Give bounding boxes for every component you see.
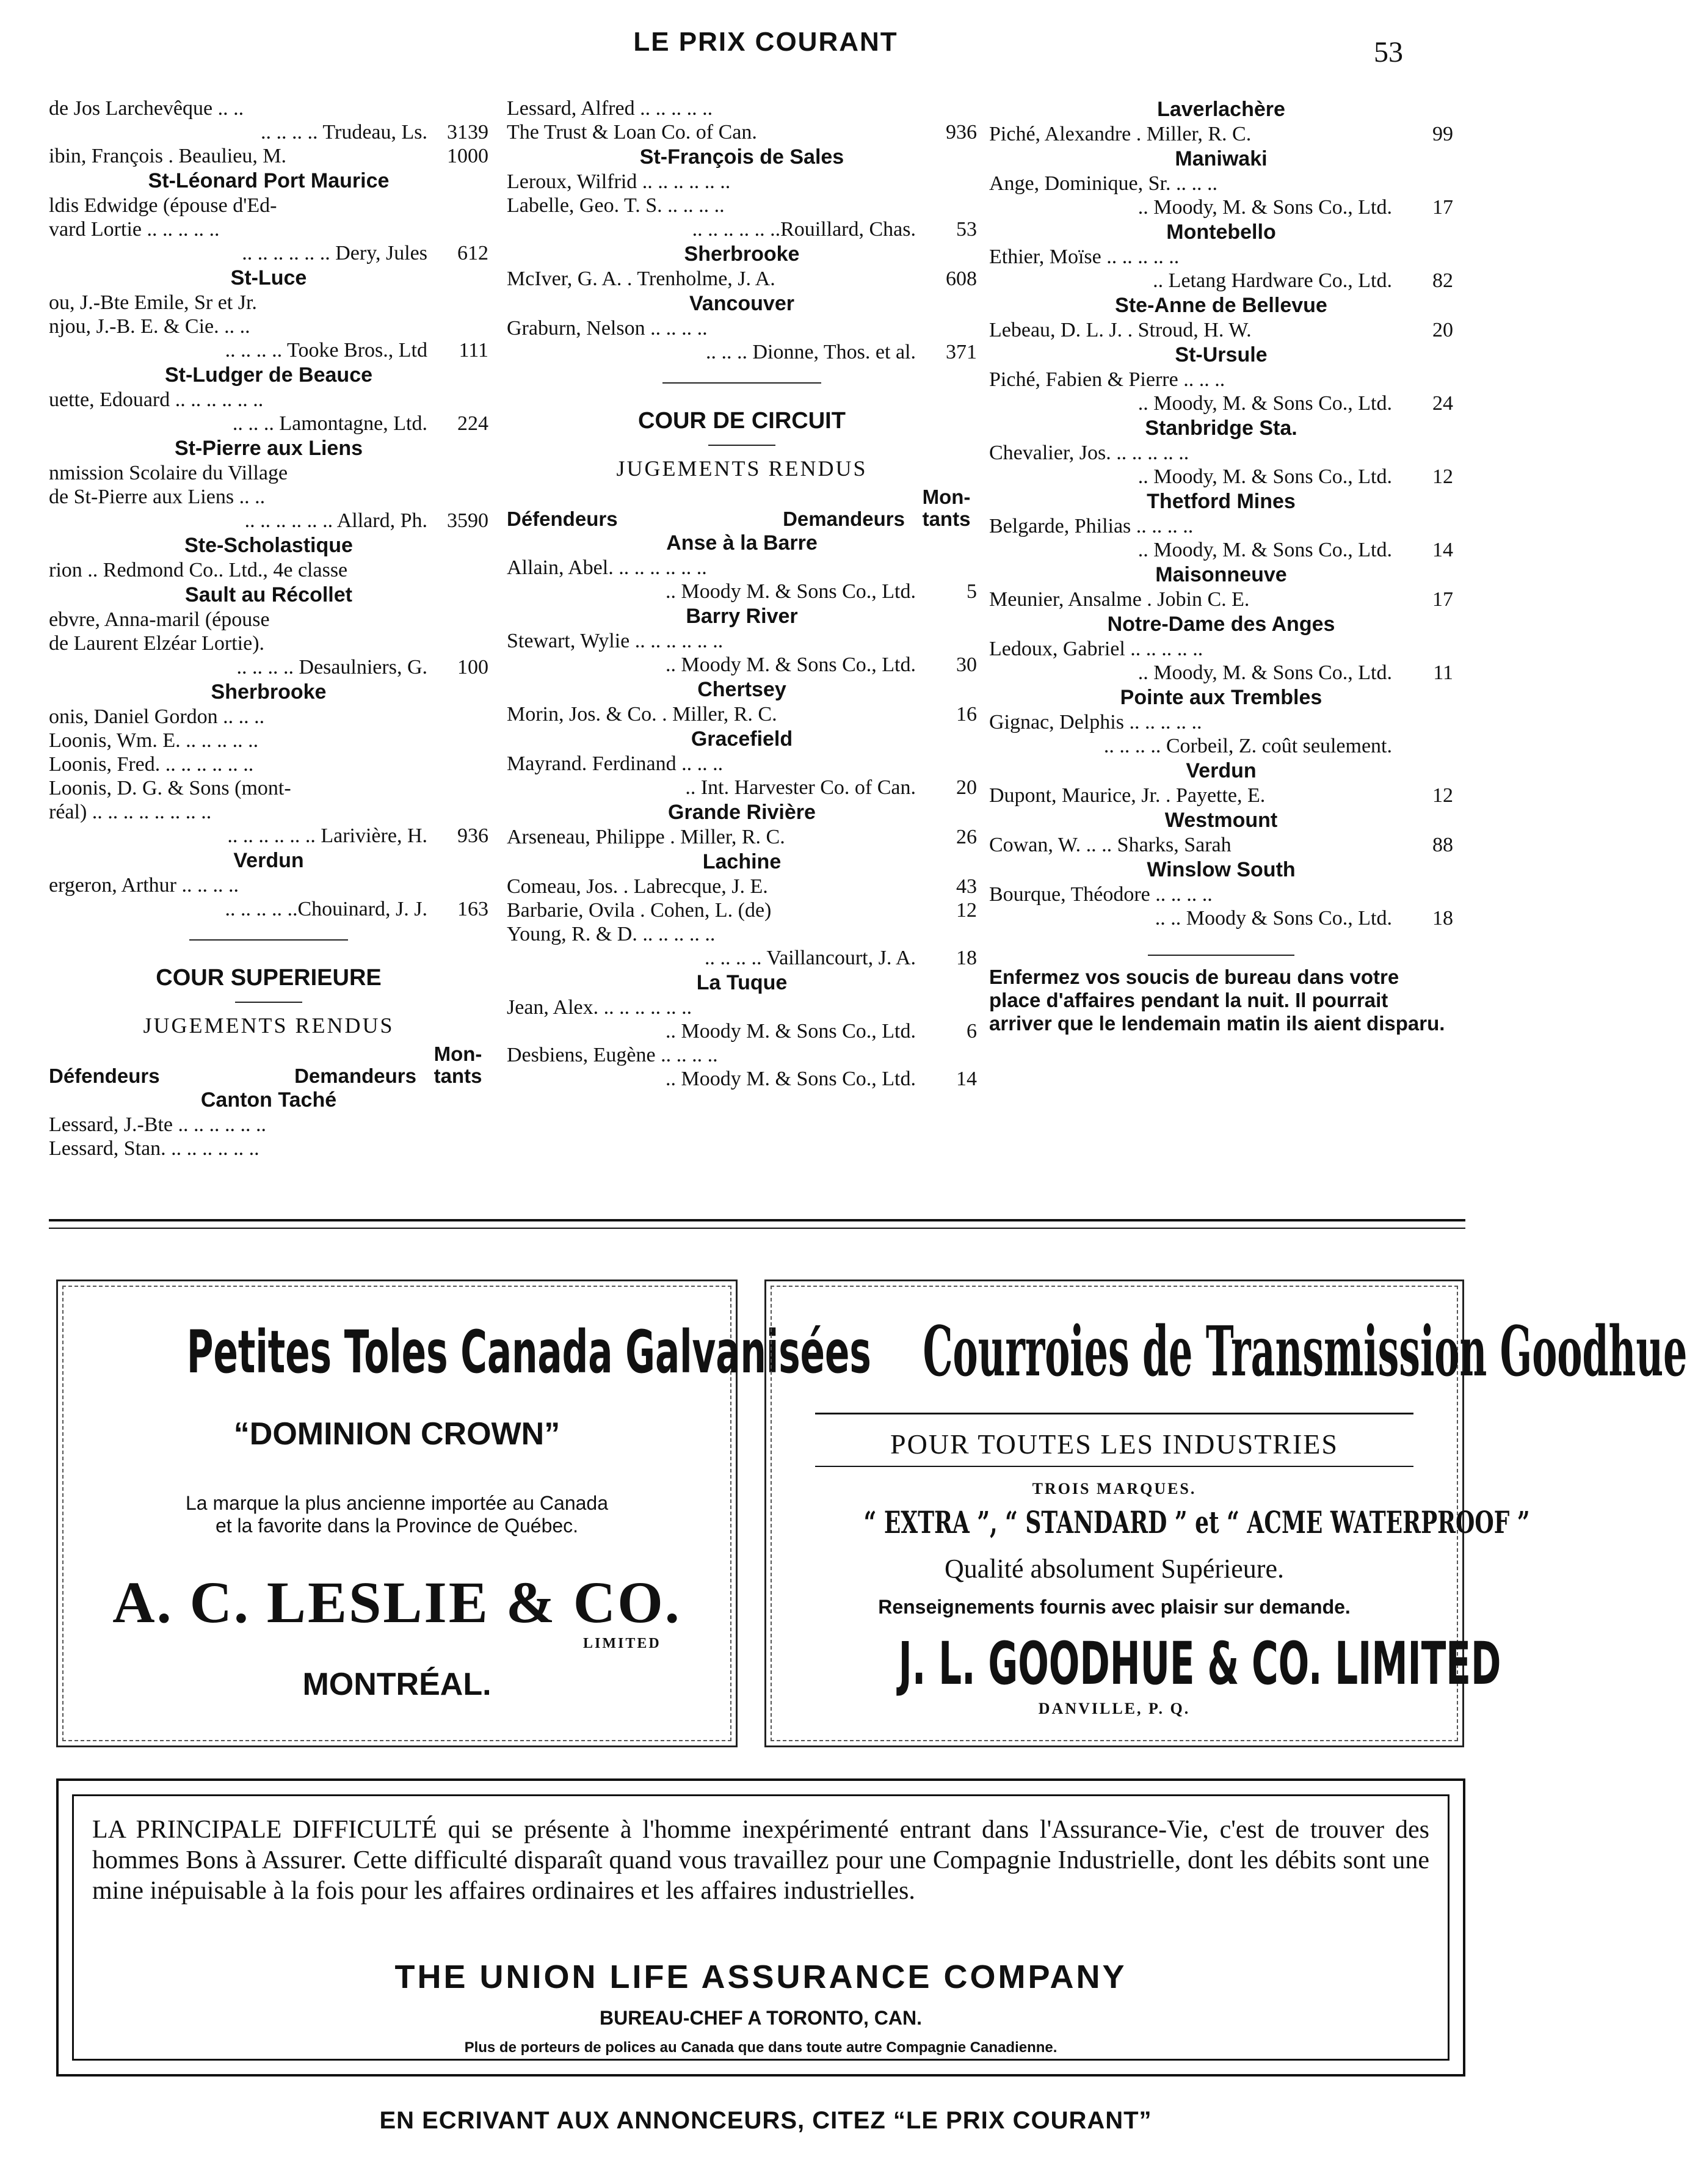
entry-block: [507, 825, 977, 849]
column-headers: [507, 486, 977, 530]
entry-amount: 17: [1432, 196, 1453, 219]
entry-text: Ledoux, Gabriel .. .. .. .. ..: [989, 638, 1203, 660]
entry-block: [507, 875, 977, 970]
entry-text: rion .. Redmond Co.. Ltd., 4e classe: [49, 559, 348, 581]
entry-amount: 612: [457, 242, 488, 264]
entry-row: [507, 96, 977, 120]
place-heading: Anse à la Barre: [666, 531, 818, 555]
entry-block: [507, 556, 977, 603]
place-heading: Montebello: [1166, 220, 1276, 244]
entry-row: [989, 906, 1453, 930]
ad-union-life: [56, 1778, 1465, 2077]
ad-union-life-inner: [72, 1794, 1449, 2061]
entry-text: Comeau, Jos. . Labrecque, J. E.: [507, 875, 768, 898]
entry-amount: 608: [946, 268, 977, 290]
entry-amount: 12: [956, 899, 977, 922]
entry-text: Lessard, Alfred .. .. .. .. ..: [507, 97, 713, 120]
entry-row: [49, 509, 488, 533]
entry-row: [989, 441, 1453, 465]
entry-row: [507, 1019, 977, 1043]
entry-text: Chevalier, Jos. .. .. .. .. ..: [989, 442, 1189, 464]
entry-row: [49, 897, 488, 921]
entry-text: nmission Scolaire du Village: [49, 462, 288, 484]
entry-text: .. Moody, M. & Sons Co., Ltd.: [1137, 661, 1392, 684]
entry-text: uette, Edouard .. .. .. .. .. ..: [49, 388, 264, 411]
entry-block: [507, 752, 977, 799]
entry-row: [989, 588, 1453, 611]
ad-union-life-tagline: Plus de porteurs de polices au Canada que dans toute autre Compagnie Canadienne.: [464, 2039, 1058, 2056]
entry-row: [49, 241, 488, 265]
place-heading: St-Ludger de Beauce: [164, 363, 373, 387]
entry-row: [49, 608, 488, 632]
column-1: [49, 96, 488, 1160]
entry-block: [507, 267, 977, 291]
place-heading: Verdun: [233, 849, 304, 872]
entry-text: Graburn, Nelson .. .. .. ..: [507, 317, 708, 340]
place-heading: Notre-Dame des Anges: [1107, 613, 1335, 636]
entry-row: [989, 514, 1453, 538]
entry-row: [989, 368, 1453, 391]
entry-amount: 18: [956, 947, 977, 969]
entry-text: Lessard, Stan. .. .. .. .. .. ..: [49, 1137, 259, 1160]
entry-block: [989, 318, 1453, 342]
place-heading: Barry River: [686, 605, 798, 628]
entry-amount: 3590: [447, 509, 488, 532]
entry-block: [989, 172, 1453, 219]
entry-row: [49, 120, 488, 144]
judgments-subtitle: JUGEMENTS RENDUS: [143, 1013, 394, 1038]
entry-row: [507, 316, 977, 340]
entry-text: Meunier, Ansalme . Jobin C. E.: [989, 588, 1250, 611]
place-heading: Gracefield: [691, 727, 793, 751]
entry-row: [507, 875, 977, 898]
entry-text: ou, J.-Bte Emile, Sr et Jr.: [49, 291, 257, 314]
entry-text: Piché, Fabien & Pierre .. .. ..: [989, 368, 1225, 391]
entry-row: [989, 465, 1453, 489]
entry-text: .. .. .. .. .. .. Dery, Jules: [242, 242, 427, 264]
entry-row: [49, 558, 488, 582]
entry-row: [49, 461, 488, 485]
ad-leslie-desc-1: La marque la plus ancienne importée au Canada: [185, 1492, 608, 1514]
entry-row: [507, 194, 977, 217]
entry-row: [49, 729, 488, 752]
entry-amount: 111: [459, 339, 488, 362]
entry-text: Mayrand. Ferdinand .. .. ..: [507, 752, 724, 775]
entry-row: [989, 245, 1453, 269]
entry-amount: 224: [457, 412, 488, 435]
entry-text: vard Lortie .. .. .. .. ..: [49, 218, 220, 241]
ad-union-life-hq: BUREAU-CHEF A TORONTO, CAN.: [600, 2007, 922, 2029]
place-heading: Lachine: [702, 850, 782, 873]
entry-text: .. Moody, M. & Sons Co., Ltd.: [1137, 539, 1392, 561]
entry-text: Cowan, W. .. .. Sharks, Sarah: [989, 834, 1232, 856]
ad-goodhue-subtitle: POUR TOUTES LES INDUSTRIES: [890, 1429, 1338, 1460]
entry-row: [507, 946, 977, 970]
entry-text: ldis Edwidge (épouse d'Ed-: [49, 194, 277, 217]
entry-row: [507, 776, 977, 799]
column-headers: [49, 1043, 488, 1087]
ad-leslie-title: Petites Toles Canada Galvanisées: [186, 1318, 871, 1386]
entry-block: [989, 368, 1453, 415]
entry-block: [49, 194, 488, 265]
place-heading: Pointe aux Trembles: [1120, 686, 1322, 709]
entry-block: [49, 96, 488, 168]
ad-goodhue-brands: “ EXTRA ”, “ STANDARD ” et “ ACME WATERPROOF ”: [863, 1504, 1530, 1540]
entry-block: [989, 441, 1453, 489]
entry-text: ibin, François . Beaulieu, M.: [49, 145, 287, 167]
ad-goodhue-title: Courroies de Transmission Goodhue: [923, 1312, 1687, 1392]
entry-text: Stewart, Wylie .. .. .. .. .. ..: [507, 630, 724, 652]
entry-text: Lebeau, D. L. J. . Stroud, H. W.: [989, 319, 1252, 341]
entry-text: ebvre, Anna-maril (épouse: [49, 608, 270, 631]
entry-row: [507, 1067, 977, 1091]
entry-text: onis, Daniel Gordon .. .. ..: [49, 705, 265, 728]
entry-text: Ethier, Moïse .. .. .. .. ..: [989, 246, 1180, 268]
page-footer: EN ECRIVANT AUX ANNONCEURS, CITEZ “LE PRIX COURANT”: [379, 2107, 1152, 2134]
entry-text: .. Moody, M. & Sons Co., Ltd.: [1137, 465, 1392, 488]
amounts-header: Mon- tants: [922, 486, 971, 530]
entry-text: Piché, Alexandre . Miller, R. C.: [989, 123, 1252, 145]
ad-union-life-company: THE UNION LIFE ASSURANCE COMPANY: [394, 1959, 1127, 1995]
entry-row: [989, 122, 1453, 146]
entry-text: Loonis, Wm. E. .. .. .. .. ..: [49, 729, 259, 752]
entry-amount: 11: [1433, 661, 1453, 684]
entry-row: [49, 776, 488, 800]
place-heading: St-Luce: [230, 266, 307, 289]
ad-leslie: [56, 1279, 871, 1747]
entry-text: Loonis, D. G. & Sons (mont-: [49, 777, 291, 799]
entry-row: [49, 752, 488, 776]
ad-goodhue-company: J. L. GOODHUE & CO. LIMITED: [898, 1629, 1501, 1698]
section-divider: [1148, 955, 1294, 956]
entry-block: [507, 996, 977, 1091]
entry-block: [49, 388, 488, 435]
entry-text: .. Moody M. & Sons Co., Ltd.: [666, 580, 916, 603]
place-heading: Winslow South: [1147, 858, 1296, 881]
entry-row: [507, 898, 977, 922]
entry-text: .. .. .. .. Desaulniers, G.: [236, 656, 427, 679]
plaintiffs-header: Demandeurs: [783, 508, 905, 530]
entry-amount: 1000: [447, 145, 488, 167]
entry-row: [507, 556, 977, 580]
entry-row: [49, 338, 488, 362]
entry-amount: 163: [457, 898, 488, 920]
entry-block: [507, 629, 977, 677]
entry-row: [989, 538, 1453, 562]
entry-text: .. .. .. .. Vaillancourt, J. A.: [705, 947, 916, 969]
entry-block: [989, 245, 1453, 293]
short-divider: [235, 1002, 302, 1003]
place-heading: Sault au Récollet: [185, 583, 352, 606]
entry-row: [989, 269, 1453, 293]
entry-row: [49, 291, 488, 315]
place-heading: St-Ursule: [1175, 343, 1268, 366]
double-rule-top: [49, 1219, 1465, 1221]
entry-text: Ange, Dominique, Sr. .. .. ..: [989, 172, 1217, 195]
place-heading: Grande Rivière: [668, 801, 816, 824]
entry-row: [989, 734, 1453, 758]
amounts-header: Mon- tants: [434, 1043, 482, 1087]
entry-block: [989, 710, 1453, 758]
place-heading: Thetford Mines: [1147, 490, 1296, 513]
ad-goodhue-info: Renseignements fournis avec plaisir sur demande.: [878, 1596, 1351, 1618]
ad-goodhue-rule-2: [815, 1466, 1413, 1467]
entry-row: [49, 1113, 488, 1137]
entry-block: [49, 461, 488, 533]
entry-amount: 26: [956, 826, 977, 848]
entry-text: Dupont, Maurice, Jr. . Payette, E.: [989, 784, 1266, 807]
entry-amount: 24: [1432, 392, 1453, 415]
entry-text: .. .. .. .. .. .. Allard, Ph.: [244, 509, 427, 532]
entry-amount: 16: [956, 703, 977, 726]
entry-amount: 6: [967, 1020, 977, 1043]
entry-row: [49, 705, 488, 729]
entry-text: .. .. .. .. ..Chouinard, J. J.: [225, 898, 427, 920]
ad-goodhue-rule: [815, 1413, 1413, 1414]
ad-leslie-limited: LIMITED: [583, 1636, 661, 1651]
entry-block: [989, 122, 1453, 146]
entry-text: Leroux, Wilfrid .. .. .. .. .. ..: [507, 170, 731, 193]
entry-block: [989, 883, 1453, 930]
ad-leslie-brand: “DOMINION CROWN”: [233, 1416, 561, 1452]
section-divider: [662, 382, 821, 384]
entry-row: [49, 412, 488, 435]
entry-row: [49, 1137, 488, 1160]
entry-amount: 20: [1432, 319, 1453, 341]
entry-row: [49, 217, 488, 241]
place-heading: Maniwaki: [1175, 147, 1268, 170]
defendants-header: Défendeurs: [507, 508, 618, 530]
entry-text: .. .. .. .. Corbeil, Z. coût seulement.: [1103, 735, 1392, 757]
entry-amount: 936: [457, 824, 488, 847]
entry-text: .. Int. Harvester Co. of Can.: [685, 776, 916, 799]
entry-block: [49, 291, 488, 362]
entry-text: Loonis, Fred. .. .. .. .. .. ..: [49, 753, 254, 776]
entry-amount: 82: [1432, 269, 1453, 292]
place-heading: Maisonneuve: [1155, 563, 1287, 586]
entry-amount: 99: [1432, 123, 1453, 145]
entry-row: [507, 752, 977, 776]
column-2: [507, 96, 977, 1091]
defendants-header: Défendeurs: [49, 1065, 160, 1087]
page-number: 53: [1374, 36, 1403, 68]
entry-row: [49, 144, 488, 168]
entry-text: McIver, G. A. . Trenholme, J. A.: [507, 268, 775, 290]
entry-block: [49, 705, 488, 848]
entry-text: .. .. Moody & Sons Co., Ltd.: [1155, 907, 1392, 930]
entry-row: [989, 195, 1453, 219]
entry-text: .. .. .. .. .. .. Larivière, H.: [227, 824, 427, 847]
entry-text: Jean, Alex. .. .. .. .. .. ..: [507, 996, 692, 1019]
entry-row: [49, 388, 488, 412]
place-heading: St-Pierre aux Liens: [174, 437, 363, 460]
plaintiffs-header: Demandeurs: [294, 1065, 416, 1087]
entry-text: réal) .. .. .. .. .. .. .. ..: [49, 801, 212, 823]
ad-goodhue-brands-label: TROIS MARQUES.: [1032, 1480, 1197, 1498]
entry-row: [507, 1043, 977, 1067]
entry-row: [49, 194, 488, 217]
entry-row: [989, 637, 1453, 661]
entry-amount: 12: [1432, 465, 1453, 488]
entry-amount: 5: [967, 580, 977, 603]
entry-amount: 20: [956, 776, 977, 799]
entry-text: de Laurent Elzéar Lortie).: [49, 632, 265, 655]
entry-block: [49, 1113, 488, 1160]
entry-text: de St-Pierre aux Liens .. ..: [49, 486, 266, 508]
entry-text: Labelle, Geo. T. S. .. .. .. ..: [507, 194, 725, 217]
entry-amount: 14: [956, 1068, 977, 1090]
place-heading: Ste-Scholastique: [184, 534, 353, 557]
entry-text: .. Moody M. & Sons Co., Ltd.: [666, 1020, 916, 1043]
entry-row: [49, 96, 488, 120]
entry-block: [989, 637, 1453, 685]
entry-text: .. .. .. .. Trudeau, Ls.: [261, 121, 427, 144]
column-3: [989, 96, 1453, 1035]
entry-row: [989, 833, 1453, 857]
entry-row: [989, 661, 1453, 685]
ad-goodhue: [764, 1279, 1687, 1747]
entry-amount: 30: [956, 653, 977, 676]
place-heading: Ste-Anne de Bellevue: [1115, 294, 1327, 317]
entry-row: [989, 883, 1453, 906]
entry-row: [989, 784, 1453, 807]
court-title: COUR SUPERIEURE: [156, 965, 382, 991]
entry-text: .. .. .. Dionne, Thos. et al.: [705, 341, 916, 363]
entry-row: [507, 217, 977, 241]
entry-block: [49, 873, 488, 921]
entry-block: [507, 170, 977, 241]
entry-text: Young, R. & D. .. .. .. .. ..: [507, 923, 716, 945]
entry-row: [507, 996, 977, 1019]
entry-text: Morin, Jos. & Co. . Miller, R. C.: [507, 703, 777, 726]
entry-amount: 17: [1432, 588, 1453, 611]
entry-text: .. Letang Hardware Co., Ltd.: [1153, 269, 1392, 292]
entry-text: .. .. .. .. .. ..Rouillard, Chas.: [692, 218, 916, 241]
entry-block: [989, 514, 1453, 562]
place-heading: Canton Taché: [200, 1088, 337, 1112]
entry-row: [49, 315, 488, 338]
place-heading: La Tuque: [696, 971, 788, 994]
double-rule-bottom: [49, 1228, 1465, 1229]
section-divider: [189, 939, 348, 941]
entry-row: [49, 485, 488, 509]
entry-text: The Trust & Loan Co. of Can.: [507, 121, 757, 144]
place-heading: Westmount: [1164, 809, 1278, 832]
entry-block: [989, 588, 1453, 611]
entry-text: Bourque, Théodore .. .. .. ..: [989, 883, 1213, 906]
short-divider: [708, 445, 775, 446]
entry-text: .. Moody M. & Sons Co., Ltd.: [666, 1068, 916, 1090]
entry-row: [989, 172, 1453, 195]
entry-amount: 53: [956, 218, 977, 241]
entry-row: [989, 391, 1453, 415]
entry-row: [49, 632, 488, 655]
page-header-title: LE PRIX COURANT: [633, 27, 898, 57]
entry-text: .. .. .. Lamontagne, Ltd.: [232, 412, 427, 435]
entry-text: Barbarie, Ovila . Cohen, L. (de): [507, 899, 772, 922]
place-heading: Sherbrooke: [684, 242, 800, 266]
ad-leslie-city: MONTRÉAL.: [302, 1667, 492, 1702]
entry-amount: 18: [1432, 907, 1453, 930]
place-heading: St-Léonard Port Maurice: [148, 169, 390, 192]
entry-row: [989, 318, 1453, 342]
entry-row: [507, 170, 977, 194]
entry-amount: 936: [946, 121, 977, 144]
notice-text: Enfermez vos soucis de bureau dans votre place d'affaires pendant la nuit. Il pourrait arriver que le lendemain matin ils aient disparu.: [989, 966, 1445, 1035]
entry-row: [49, 873, 488, 897]
entry-text: de Jos Larchevêque .. ..: [49, 97, 244, 120]
entry-row: [507, 580, 977, 603]
entry-amount: 100: [457, 656, 488, 679]
entry-row: [989, 710, 1453, 734]
place-heading: Stanbridge Sta.: [1145, 417, 1297, 440]
entry-block: [989, 833, 1453, 857]
entry-amount: 371: [946, 341, 977, 363]
ad-leslie-company: A. C. LESLIE & CO.: [112, 1570, 681, 1635]
entry-amount: 14: [1432, 539, 1453, 561]
ad-goodhue-quality: Qualité absolument Supérieure.: [945, 1554, 1284, 1584]
entry-text: Belgarde, Philias .. .. .. ..: [989, 515, 1194, 537]
ad-leslie-desc-2: et la favorite dans la Province de Québec.: [215, 1515, 579, 1537]
entry-text: Desbiens, Eugène .. .. .. ..: [507, 1044, 718, 1066]
entry-row: [507, 629, 977, 653]
entry-text: Gignac, Delphis .. .. .. .. ..: [989, 711, 1202, 733]
place-heading: Verdun: [1186, 759, 1257, 782]
entry-block: [507, 316, 977, 364]
entry-text: Lessard, J.-Bte .. .. .. .. .. ..: [49, 1113, 267, 1136]
entry-text: .. Moody M. & Sons Co., Ltd.: [666, 653, 916, 676]
entry-row: [507, 120, 977, 144]
entry-text: .. Moody, M. & Sons Co., Ltd.: [1137, 392, 1392, 415]
entry-row: [507, 825, 977, 849]
entry-text: njou, J.-B. E. & Cie. .. ..: [49, 315, 250, 338]
entry-text: ergeron, Arthur .. .. .. ..: [49, 874, 239, 897]
entry-row: [49, 824, 488, 848]
entry-text: .. Moody, M. & Sons Co., Ltd.: [1137, 196, 1392, 219]
place-heading: Sherbrooke: [211, 680, 327, 704]
entry-row: [507, 702, 977, 726]
entry-text: Arseneau, Philippe . Miller, R. C.: [507, 826, 785, 848]
ad-goodhue-city: DANVILLE, P. Q.: [1038, 1700, 1191, 1717]
entry-block: [507, 702, 977, 726]
entry-text: Allain, Abel. .. .. .. .. .. ..: [507, 556, 707, 579]
entry-text: .. .. .. .. Tooke Bros., Ltd: [225, 339, 427, 362]
entry-block: [989, 784, 1453, 807]
entry-row: [49, 655, 488, 679]
place-heading: St-François de Sales: [639, 145, 844, 169]
place-heading: Vancouver: [689, 292, 794, 315]
entry-row: [49, 800, 488, 824]
entry-amount: 88: [1432, 834, 1453, 856]
entry-row: [507, 922, 977, 946]
entry-amount: 43: [956, 875, 977, 898]
ad-union-life-body: LA PRINCIPALE DIFFICULTÉ qui se présente à l'homme inexpérimenté entrant dans l'Assurance-Vie, c'est de trouver des hommes Bons à Assurer. Cette difficulté disparaît quand vous travaillez pour une Compagnie Industrielle, dont les débits sont une mine inépuisable à la fois pour les affaires ordinaires et les affaires industrielles.: [92, 1816, 1429, 1905]
entry-block: [507, 96, 977, 144]
entry-amount: 3139: [447, 121, 488, 144]
entry-row: [507, 653, 977, 677]
entry-row: [507, 267, 977, 291]
entry-block: [49, 608, 488, 679]
entry-block: [49, 558, 488, 582]
entry-amount: 12: [1432, 784, 1453, 807]
judgments-subtitle: JUGEMENTS RENDUS: [616, 456, 868, 481]
place-heading: Laverlachère: [1157, 98, 1285, 121]
place-heading: Chertsey: [697, 678, 786, 701]
entry-row: [507, 340, 977, 364]
court-title: COUR DE CIRCUIT: [638, 408, 846, 434]
